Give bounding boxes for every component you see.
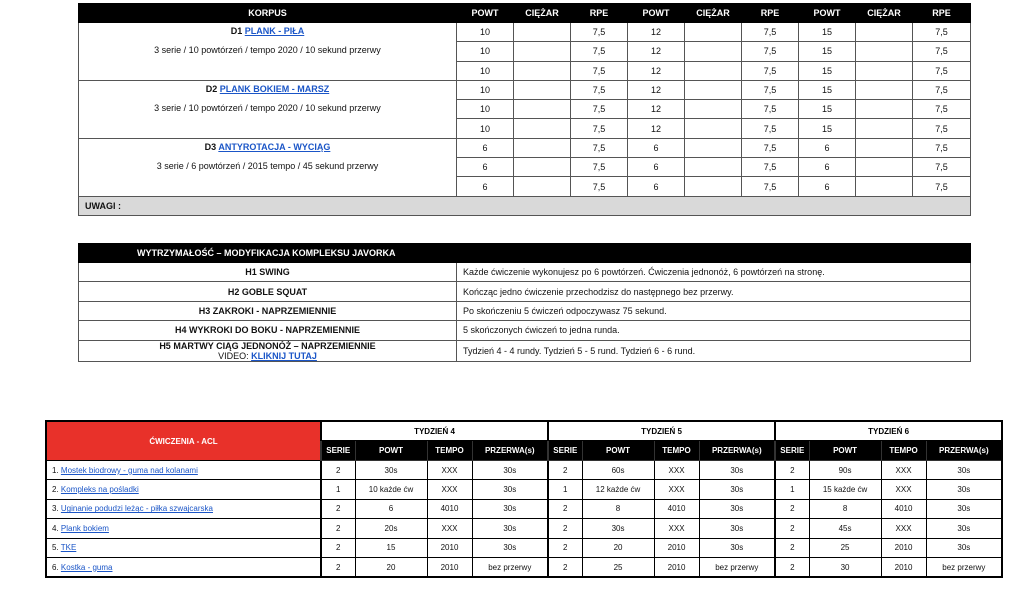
endurance-description: Po skończeniu 5 ćwiczeń odpoczywasz 75 sekund. (457, 301, 971, 320)
video-label: VIDEO: (218, 350, 249, 361)
value-cell: 7,5 (571, 61, 628, 80)
exercise-title (79, 84, 456, 94)
acl-value-cell: 30s (699, 519, 775, 538)
korpus-row (79, 138, 971, 157)
acl-value-cell: 60s (582, 461, 654, 480)
weight-cell[interactable] (856, 100, 913, 119)
value-cell: 6 (457, 138, 514, 157)
endurance-description: Kończąc jedno ćwiczenie przechodzisz do następnego bez przerwy. (457, 282, 971, 301)
acl-value-cell: 30s (699, 461, 775, 480)
korpus-col-header: RPE (742, 4, 799, 23)
value-cell: 12 (628, 80, 685, 99)
acl-row (46, 538, 1002, 557)
notes-field[interactable]: UWAGI : (79, 196, 971, 215)
acl-value-cell: 2 (548, 538, 582, 557)
acl-value-cell: 20s (355, 519, 427, 538)
video-line (79, 351, 456, 361)
acl-col-header: POWT (355, 441, 427, 461)
acl-value-cell: 2010 (654, 557, 699, 577)
value-cell: 7,5 (742, 80, 799, 99)
acl-value-cell: XXX (654, 480, 699, 499)
acl-exercise-cell (46, 557, 321, 577)
acl-value-cell: bez przerwy (699, 557, 775, 577)
acl-value-cell: 30s (699, 499, 775, 518)
korpus-row (79, 80, 971, 99)
acl-value-cell: 30s (355, 461, 427, 480)
value-cell: 6 (799, 138, 856, 157)
acl-value-cell: 10 każde ćw (355, 480, 427, 499)
acl-value-cell: 2 (775, 519, 809, 538)
weight-cell[interactable] (514, 119, 571, 138)
acl-col-header: TEMPO (427, 441, 472, 461)
weight-cell[interactable] (514, 177, 571, 196)
value-cell: 7,5 (571, 42, 628, 61)
value-cell: 10 (457, 61, 514, 80)
weight-cell[interactable] (856, 119, 913, 138)
value-cell: 7,5 (913, 80, 971, 99)
weight-cell[interactable] (514, 80, 571, 99)
acl-exercise-link[interactable]: Kostka - guma (60, 562, 113, 572)
acl-value-cell: 2010 (881, 538, 926, 557)
value-cell: 10 (457, 119, 514, 138)
weight-cell[interactable] (685, 61, 742, 80)
acl-col-header: PRZERWA(s) (926, 441, 1002, 461)
exercise-video-link[interactable]: PLANK - PIŁA (244, 26, 305, 36)
korpus-col-header: RPE (571, 4, 628, 23)
acl-exercise-number: 4. (52, 523, 59, 533)
value-cell: 6 (799, 177, 856, 196)
acl-row (46, 499, 1002, 518)
value-cell: 7,5 (913, 158, 971, 177)
acl-value-cell: 2 (321, 557, 355, 577)
korpus-col-header: CIĘŻAR (685, 4, 742, 23)
value-cell: 7,5 (742, 119, 799, 138)
endurance-title: WYTRZYMAŁOŚĆ – MODYFIKACJA KOMPLEKSU JAVORKA (79, 244, 971, 263)
acl-value-cell: 2 (548, 519, 582, 538)
value-cell: 7,5 (571, 138, 628, 157)
acl-value-cell: 2 (775, 499, 809, 518)
acl-col-header: POWT (809, 441, 881, 461)
value-cell: 7,5 (742, 100, 799, 119)
weight-cell[interactable] (685, 23, 742, 42)
value-cell: 6 (628, 177, 685, 196)
acl-col-header: TEMPO (654, 441, 699, 461)
weight-cell[interactable] (856, 158, 913, 177)
acl-value-cell: 30s (926, 499, 1002, 518)
acl-value-cell: 2010 (881, 557, 926, 577)
acl-value-cell: 2 (775, 557, 809, 577)
value-cell: 7,5 (913, 42, 971, 61)
value-cell: 15 (799, 42, 856, 61)
weight-cell[interactable] (856, 177, 913, 196)
value-cell: 10 (457, 80, 514, 99)
acl-col-header: SERIE (548, 441, 582, 461)
value-cell: 7,5 (742, 158, 799, 177)
acl-value-cell: XXX (881, 519, 926, 538)
acl-value-cell: 30s (472, 461, 548, 480)
acl-exercise-link[interactable]: Mostek biodrowy - guma nad kolanami (60, 465, 198, 475)
acl-value-cell: 30s (926, 519, 1002, 538)
value-cell: 7,5 (913, 23, 971, 42)
endurance-exercise-label: H5 MARTWY CIĄG JEDNONÓŻ – NAPRZEMIENNIE (159, 340, 376, 351)
korpus-row (79, 23, 971, 42)
acl-value-cell: 1 (548, 480, 582, 499)
acl-exercise-cell (46, 461, 321, 480)
endurance-row (79, 340, 971, 361)
acl-value-cell: 8 (582, 499, 654, 518)
value-cell: 15 (799, 80, 856, 99)
value-cell: 10 (457, 23, 514, 42)
weight-cell[interactable] (685, 100, 742, 119)
acl-value-cell: 2010 (427, 557, 472, 577)
acl-value-cell: 30s (926, 538, 1002, 557)
weight-cell[interactable] (685, 42, 742, 61)
value-cell: 7,5 (742, 23, 799, 42)
korpus-header-row (79, 4, 971, 23)
acl-value-cell: 20 (355, 557, 427, 577)
acl-value-cell: 2 (775, 538, 809, 557)
notes-row (79, 196, 971, 215)
value-cell: 6 (628, 138, 685, 157)
exercise-description: 3 serie / 10 powtórzeń / tempo 2020 / 10 sekund przerwy (154, 102, 381, 113)
korpus-col-header: RPE (913, 4, 971, 23)
acl-exercise-number: 5. (52, 543, 59, 553)
endurance-table (78, 243, 971, 362)
acl-value-cell: 2 (321, 461, 355, 480)
acl-value-cell: XXX (654, 519, 699, 538)
exercise-code: D3 (204, 141, 217, 152)
week-header: TYDZIEŃ 5 (548, 421, 775, 441)
korpus-exercise-cell (79, 80, 457, 138)
acl-value-cell: 2 (321, 538, 355, 557)
acl-row (46, 480, 1002, 499)
acl-value-cell: XXX (427, 461, 472, 480)
weight-cell[interactable] (685, 119, 742, 138)
value-cell: 12 (628, 100, 685, 119)
weight-cell[interactable] (856, 80, 913, 99)
acl-value-cell: 45s (809, 519, 881, 538)
weight-cell[interactable] (514, 100, 571, 119)
value-cell: 12 (628, 61, 685, 80)
value-cell: 10 (457, 42, 514, 61)
acl-value-cell: 30s (699, 538, 775, 557)
acl-value-cell: 1 (775, 480, 809, 499)
weight-cell[interactable] (856, 61, 913, 80)
acl-row (46, 557, 1002, 577)
korpus-title: KORPUS (79, 4, 457, 23)
value-cell: 7,5 (913, 138, 971, 157)
korpus-exercise-cell (79, 138, 457, 196)
acl-exercise-number: 2. (52, 485, 59, 495)
acl-value-cell: 2 (548, 499, 582, 518)
value-cell: 12 (628, 119, 685, 138)
value-cell: 7,5 (571, 158, 628, 177)
value-cell: 7,5 (913, 61, 971, 80)
acl-value-cell: 8 (809, 499, 881, 518)
acl-exercise-number: 1. (52, 465, 59, 475)
acl-value-cell: 2 (775, 461, 809, 480)
acl-exercise-link[interactable]: Uginanie podudzi leżąc - piłka szwajcarska (60, 504, 213, 514)
value-cell: 15 (799, 61, 856, 80)
exercise-code: D2 (205, 83, 218, 94)
acl-value-cell: 15 każde ćw (809, 480, 881, 499)
endurance-exercise-name: H3 ZAKROKI - NAPRZEMIENNIE (79, 301, 457, 320)
korpus-col-header: CIĘŻAR (856, 4, 913, 23)
acl-value-cell: 12 każde ćw (582, 480, 654, 499)
weight-cell[interactable] (856, 42, 913, 61)
acl-col-header: SERIE (775, 441, 809, 461)
acl-exercise-cell (46, 480, 321, 499)
value-cell: 7,5 (913, 177, 971, 196)
exercise-video-link[interactable]: ANTYROTACJA - WYCIĄG (218, 141, 331, 152)
value-cell: 7,5 (742, 61, 799, 80)
acl-value-cell: 1 (321, 480, 355, 499)
endurance-row (79, 263, 971, 282)
acl-value-cell: 25 (809, 538, 881, 557)
korpus-col-header: POWT (628, 4, 685, 23)
acl-col-header: TEMPO (881, 441, 926, 461)
acl-value-cell: XXX (881, 480, 926, 499)
korpus-table (78, 3, 971, 216)
endurance-description: 5 skończonych ćwiczeń to jedna runda. (457, 321, 971, 340)
acl-exercise-link[interactable]: Kompleks na pośladki (60, 485, 139, 495)
value-cell: 6 (628, 158, 685, 177)
week-header: TYDZIEŃ 4 (321, 421, 548, 441)
acl-value-cell: 30s (472, 538, 548, 557)
acl-exercise-number: 6. (52, 562, 59, 572)
weight-cell[interactable] (685, 138, 742, 157)
acl-value-cell: 25 (582, 557, 654, 577)
acl-col-header: POWT (582, 441, 654, 461)
endurance-row (79, 282, 971, 301)
weight-cell[interactable] (856, 23, 913, 42)
endurance-row (79, 301, 971, 320)
korpus-exercise-cell (79, 23, 457, 81)
acl-value-cell: 90s (809, 461, 881, 480)
exercise-title (79, 142, 456, 152)
weight-cell[interactable] (856, 138, 913, 157)
week-header: TYDZIEŃ 6 (775, 421, 1002, 441)
value-cell: 15 (799, 119, 856, 138)
weight-cell[interactable] (514, 158, 571, 177)
acl-value-cell: 2 (548, 557, 582, 577)
value-cell: 10 (457, 100, 514, 119)
exercise-video-link[interactable]: PLANK BOKIEM - MARSZ (219, 83, 330, 94)
value-cell: 7,5 (742, 42, 799, 61)
korpus-col-header: POWT (799, 4, 856, 23)
acl-value-cell: 30s (582, 519, 654, 538)
acl-value-cell: 2010 (427, 538, 472, 557)
acl-value-cell: 20 (582, 538, 654, 557)
weight-cell[interactable] (514, 23, 571, 42)
endurance-exercise-name (79, 340, 457, 361)
acl-value-cell: 4010 (654, 499, 699, 518)
acl-value-cell: 2 (321, 499, 355, 518)
acl-value-cell: 6 (355, 499, 427, 518)
value-cell: 7,5 (571, 100, 628, 119)
acl-value-cell: 30s (472, 499, 548, 518)
value-cell: 12 (628, 42, 685, 61)
value-cell: 7,5 (742, 138, 799, 157)
korpus-col-header: CIĘŻAR (514, 4, 571, 23)
acl-col-header: PRZERWA(s) (699, 441, 775, 461)
value-cell: 7,5 (571, 80, 628, 99)
video-link[interactable]: KLIKNIJ TUTAJ (251, 350, 317, 361)
value-cell: 7,5 (571, 177, 628, 196)
value-cell: 7,5 (571, 119, 628, 138)
acl-week-row (46, 421, 1002, 441)
endurance-description: Tydzień 4 - 4 rundy. Tydzień 5 - 5 rund. Tydzień 6 - 6 rund. (457, 340, 971, 361)
value-cell: 7,5 (742, 177, 799, 196)
weight-cell[interactable] (685, 80, 742, 99)
endurance-exercise-name: H4 WYKROKI DO BOKU - NAPRZEMIENNIE (79, 321, 457, 340)
value-cell: 6 (799, 158, 856, 177)
endurance-description: Każde ćwiczenie wykonujesz po 6 powtórzeń. Ćwiczenia jednonóż, 6 powtórzeń na stronę. (457, 263, 971, 282)
acl-exercise-cell (46, 499, 321, 518)
acl-value-cell: 30s (926, 480, 1002, 499)
exercise-description: 3 serie / 6 powtórzeń / 2015 tempo / 45 sekund przerwy (156, 160, 379, 171)
exercise-title (79, 26, 456, 36)
acl-table (45, 420, 1003, 578)
acl-value-cell: 2 (321, 519, 355, 538)
exercise-code: D1 (230, 26, 243, 36)
acl-value-cell: 2010 (654, 538, 699, 557)
value-cell: 12 (628, 23, 685, 42)
korpus-col-header: POWT (457, 4, 514, 23)
acl-value-cell: XXX (654, 461, 699, 480)
acl-exercise-link[interactable]: Plank bokiem (60, 523, 109, 533)
value-cell: 7,5 (571, 23, 628, 42)
acl-exercise-cell (46, 538, 321, 557)
acl-value-cell: 30s (926, 461, 1002, 480)
weight-cell[interactable] (514, 61, 571, 80)
value-cell: 7,5 (913, 119, 971, 138)
acl-value-cell: 15 (355, 538, 427, 557)
acl-value-cell: bez przerwy (472, 557, 548, 577)
acl-value-cell: XXX (427, 480, 472, 499)
weight-cell[interactable] (685, 158, 742, 177)
acl-value-cell: 4010 (427, 499, 472, 518)
acl-row (46, 461, 1002, 480)
acl-value-cell: 30s (699, 480, 775, 499)
acl-value-cell: 30s (472, 519, 548, 538)
value-cell: 6 (457, 158, 514, 177)
acl-value-cell: 4010 (881, 499, 926, 518)
acl-value-cell: XXX (427, 519, 472, 538)
acl-col-header: SERIE (321, 441, 355, 461)
weight-cell[interactable] (514, 42, 571, 61)
acl-value-cell: 30 (809, 557, 881, 577)
acl-value-cell: XXX (881, 461, 926, 480)
acl-exercise-link[interactable]: TKE (60, 543, 77, 553)
acl-value-cell: 2 (548, 461, 582, 480)
acl-exercise-number: 3. (52, 504, 59, 514)
value-cell: 15 (799, 23, 856, 42)
endurance-row (79, 321, 971, 340)
endurance-exercise-name: H2 GOBLE SQUAT (79, 282, 457, 301)
weight-cell[interactable] (514, 138, 571, 157)
acl-value-cell: 30s (472, 480, 548, 499)
acl-row (46, 519, 1002, 538)
exercise-description: 3 serie / 10 powtórzeń / tempo 2020 / 10 sekund przerwy (154, 45, 381, 55)
acl-value-cell: bez przerwy (926, 557, 1002, 577)
value-cell: 6 (457, 177, 514, 196)
value-cell: 15 (799, 100, 856, 119)
weight-cell[interactable] (685, 177, 742, 196)
acl-exercise-cell (46, 519, 321, 538)
value-cell: 7,5 (913, 100, 971, 119)
acl-title: ĆWICZENIA - ACL (46, 421, 321, 461)
acl-col-header: PRZERWA(s) (472, 441, 548, 461)
endurance-exercise-name: H1 SWING (79, 263, 457, 282)
